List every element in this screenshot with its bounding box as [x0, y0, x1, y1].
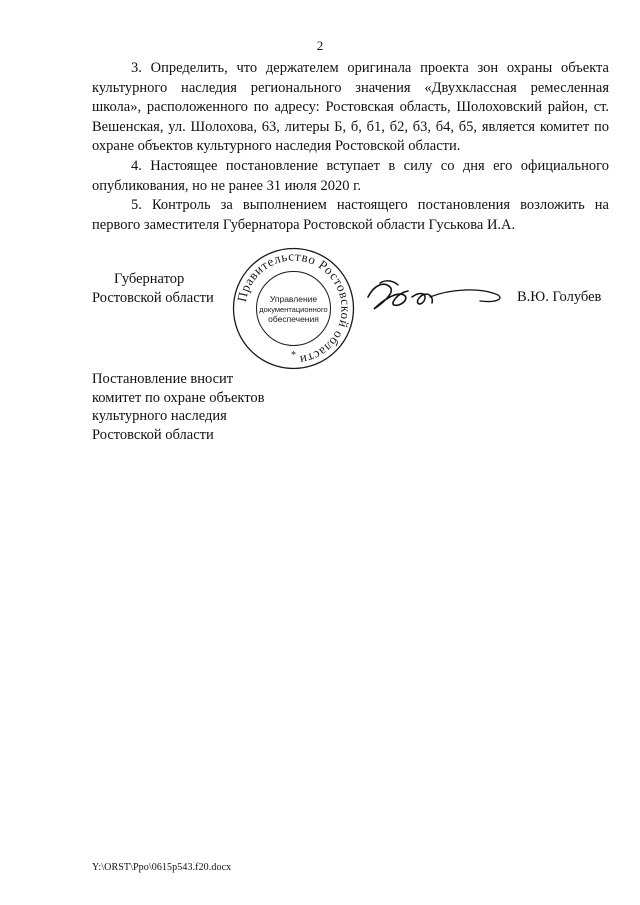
- submitted-by-line: Постановление вносит: [92, 371, 234, 387]
- submitted-by-line: Ростовской области: [92, 426, 214, 443]
- paragraph-5: 5. Контроль за выполнением настоящего постановления возложить на первого заместителя Губернатора Ростовской области Гуськова И.А.: [92, 197, 609, 233]
- paragraph-4: 4. Настоящее постановление вступает в силу со дня его официального опубликования, но не ранее 31 июля 2020 г.: [92, 157, 609, 194]
- handwritten-signature: [360, 275, 510, 320]
- body-text: [92, 59, 609, 235]
- submitted-by-block: [92, 370, 352, 444]
- seal-inner-line2: документационного: [259, 305, 328, 314]
- seal-outer-text: Правительство Ростовской области: [233, 248, 354, 369]
- paragraph-3: 3. Определить, что держателем оригинала проекта зон охраны объекта культурного наследия регионального значения «Двухклассная ремесленная школа», расположенного по адресу: Ростовская область, Шолоховский район, ст. Вешенская, ул. Шолохова, 63, литеры Б, б, б1, б2, б3, б4, б5, является комитет по охране объектов культурного наследия Ростовской области.: [92, 60, 609, 155]
- seal-inner-line1: Управление: [269, 294, 318, 304]
- signer-name: В.Ю. Голубев: [517, 289, 602, 305]
- seal-inner-line3: обеспечения: [268, 314, 319, 324]
- footer-file-path: Y:\ORST\Ppo\0615p543.f20.docx: [92, 862, 232, 873]
- signer-title-line1: Губернатор: [114, 271, 185, 287]
- submitted-by-line: культурного наследия: [92, 408, 227, 424]
- signer-title-line2: Ростовской области: [92, 290, 214, 306]
- page-number: 2: [316, 38, 324, 53]
- submitted-by-line: комитет по охране объектов: [92, 389, 265, 406]
- official-seal: [231, 246, 356, 371]
- signer-title: [92, 270, 222, 308]
- seal-star: *: [291, 350, 296, 361]
